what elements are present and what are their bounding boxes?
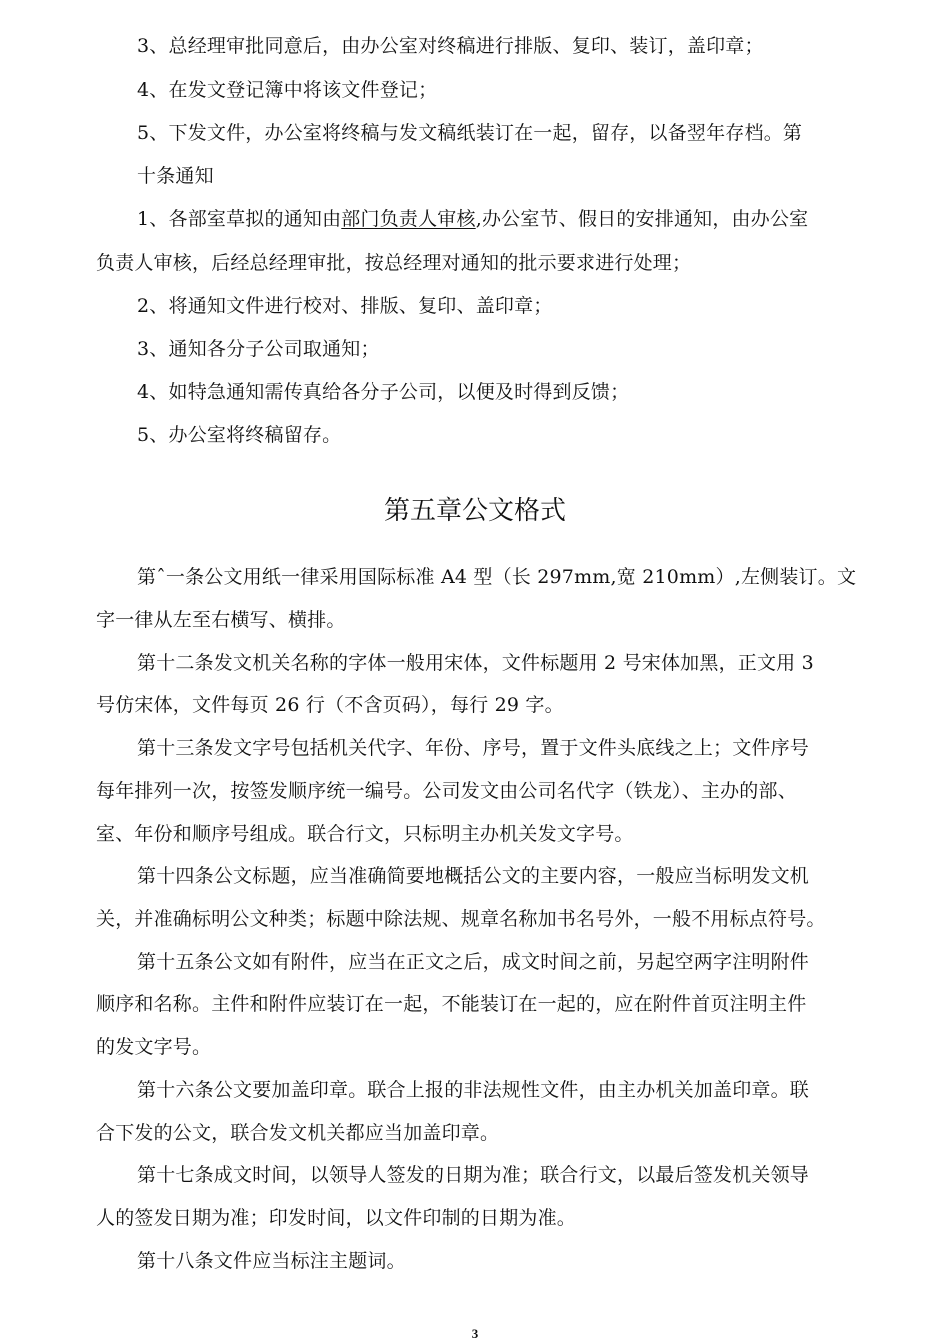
article-12-line-2: 号仿宋体，文件每页 26 行（不含页码），每行 29 字。 [96,694,564,716]
notice-item-1-suffix: ,办公室节、假日的安排通知，由办公室 [475,208,809,230]
notice-item-4: 4、如特急通知需传真给各分子公司，以便及时得到反馈； [137,381,630,403]
notice-item-2: 2、将通知文件进行校对、排版、复印、盖印章； [137,295,553,317]
article-14-line-2: 关，并准确标明公文种类；标题中除法规、规章名称加书名号外，一般不用标点符号。 [96,908,826,930]
article-16-line-1: 第十六条公文要加盖印章。联合上报的非法规性文件，由主办机关加盖印章。联 [137,1079,810,1101]
article-11-line-1: 第ˆ一条公文用纸一律采用国际标准 A4 型（长 297mm,宽 210mm）,左侧装订。文 [137,566,857,588]
article-16-line-2: 合下发的公文，联合发文机关都应当加盖印章。 [96,1122,500,1144]
section4-line-1: 3、总经理审批同意后，由办公室对终稿进行排版、复印、装订，盖印章； [137,35,764,57]
article-15-line-2: 顺序和名称。主件和附件应装订在一起，不能装订在一起的，应在附件首页注明主件 [96,993,807,1015]
page-number: 3 [471,1326,479,1341]
section-heading-notice: 十条通知 [137,165,214,187]
article-15-line-1: 第十五条公文如有附件，应当在正文之后，成文时间之前，另起空两字注明附件 [137,951,810,973]
article-13-line-1: 第十三条发文字号包括机关代字、年份、序号，置于文件头底线之上；文件序号 [137,737,810,759]
article-13-line-2: 每年排列一次，按签发顺序统一编号。公司发文由公司名代字（铁龙）、主办的部、 [96,780,797,802]
notice-item-1 [137,206,808,232]
notice-item-5: 5、办公室将终稿留存。 [137,424,342,446]
article-13-line-3: 室、年份和顺序号组成。联合行文，只标明主办机关发文字号。 [96,823,634,845]
chapter-title: 第五章公文格式 [383,496,566,526]
notice-item-1-prefix: 1、各部室草拟的通知由 [137,208,342,230]
article-18-line-1: 第十八条文件应当标注主题词。 [137,1250,406,1272]
notice-item-1-line-2: 负责人审核，后经总经理审批，按总经理对通知的批示要求进行处理； [96,252,692,274]
article-17-line-2: 人的签发日期为准；印发时间，以文件印制的日期为准。 [96,1207,577,1229]
notice-item-1-underlined: 部门负责人审核 [341,208,476,230]
article-11-line-2: 字一律从左至右横写、横排。 [96,609,346,631]
section4-line-2: 4、在发文登记簿中将该文件登记； [137,79,438,101]
article-12-line-1: 第十二条发文机关名称的字体一般用宋体，文件标题用 2 号宋体加黑，正文用 3 [137,652,814,674]
notice-item-3: 3、通知各分子公司取通知； [137,338,380,360]
section4-line-3: 5、下发文件，办公室将终稿与发文稿纸装订在一起，留存，以备翌年存档。第 [137,122,803,144]
article-15-line-3: 的发文字号。 [96,1036,212,1058]
article-14-line-1: 第十四条公文标题，应当准确简要地概括公文的主要内容，一般应当标明发文机 [137,865,810,887]
article-17-line-1: 第十七条成文时间，以领导人签发的日期为准；联合行文，以最后签发机关领导 [137,1164,810,1186]
